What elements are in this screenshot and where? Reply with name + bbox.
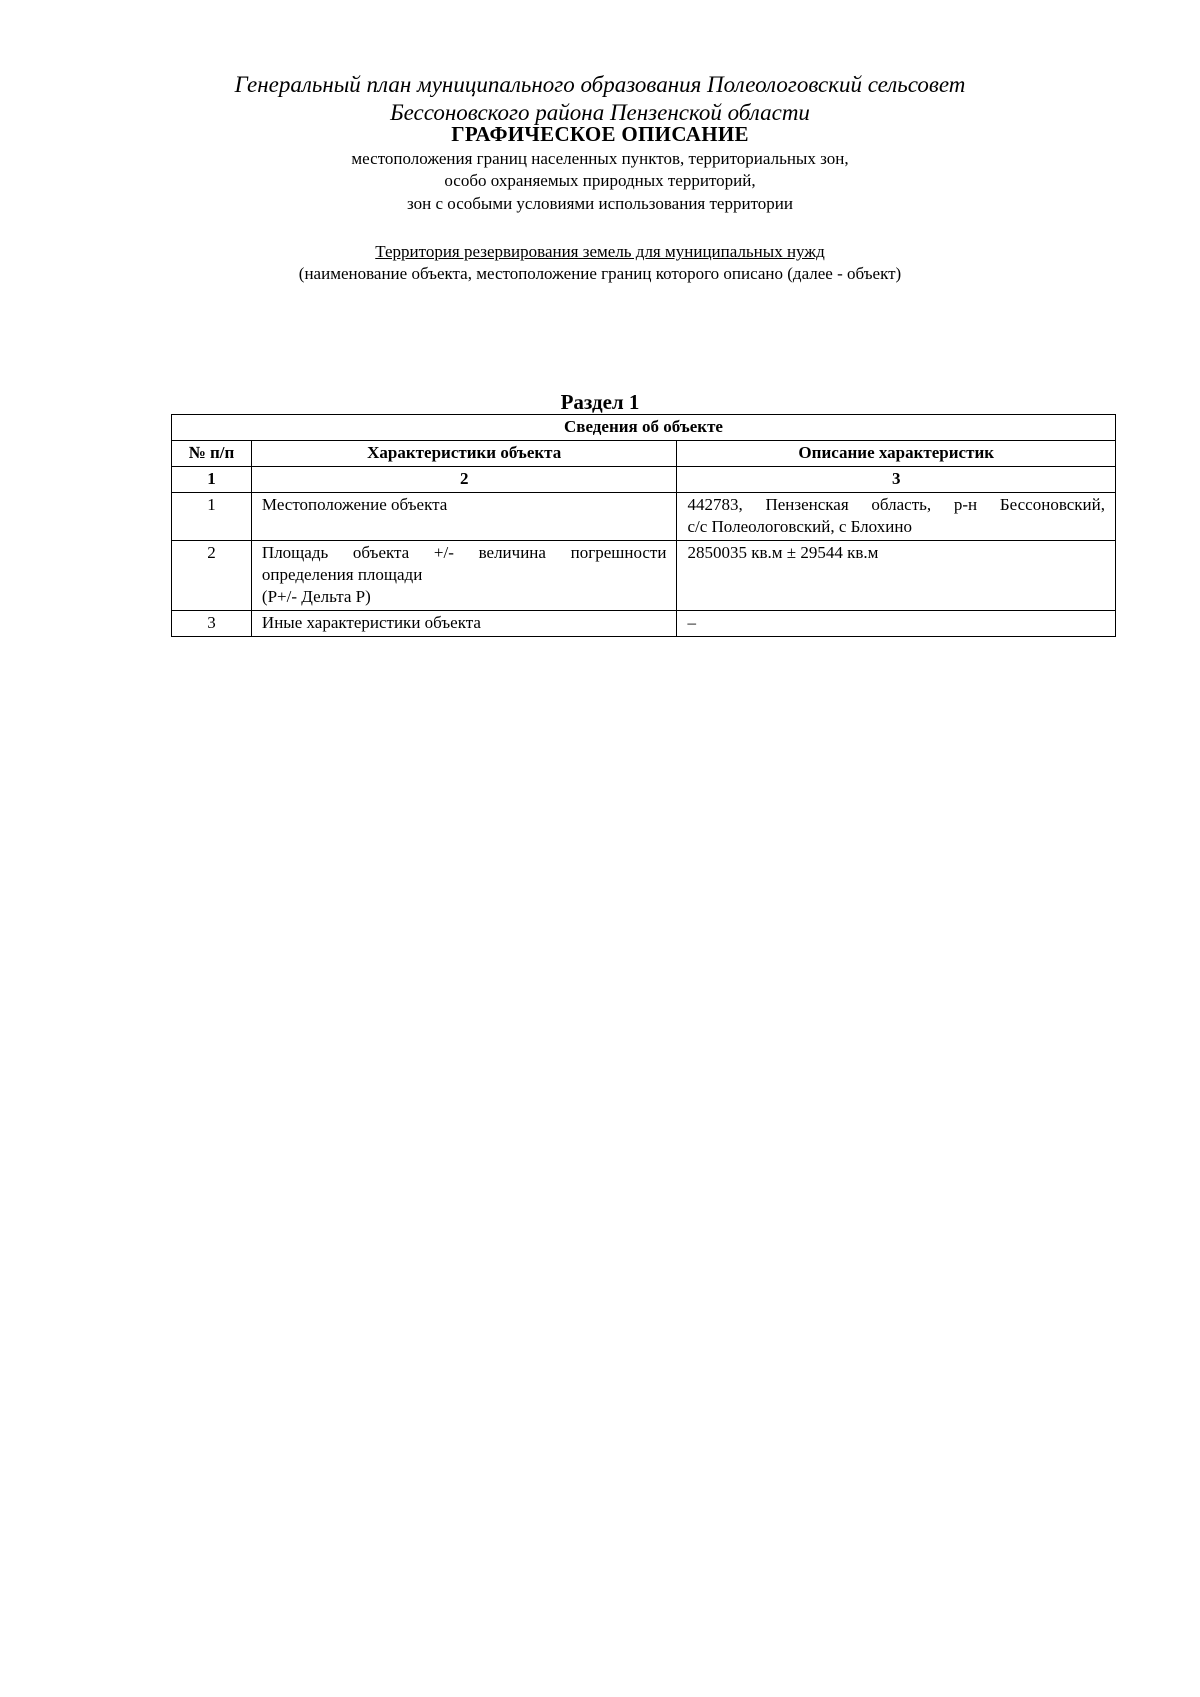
section-heading: Раздел 1 xyxy=(560,390,640,414)
table-column-numbers-row xyxy=(172,467,1116,493)
column-number-2: 2 xyxy=(251,467,677,493)
table-row xyxy=(172,611,1116,637)
characteristic-line: Площадь объекта +/- величина погрешности xyxy=(261,543,667,562)
column-header-characteristic: Характеристики объекта xyxy=(251,441,677,467)
row-description xyxy=(677,493,1116,541)
column-number-3: 3 xyxy=(677,467,1116,493)
document-header-line-2: Бессоновского района Пензенской области xyxy=(390,100,810,125)
row-number: 1 xyxy=(172,493,252,541)
row-number: 2 xyxy=(172,541,252,611)
table-row xyxy=(172,541,1116,611)
description-line: 2850035 кв.м ± 29544 кв.м xyxy=(687,543,879,562)
characteristic-line: Местоположение объекта xyxy=(261,495,448,514)
row-characteristic xyxy=(251,611,677,637)
description-line: – xyxy=(687,613,696,632)
column-header-num: № п/п xyxy=(172,441,252,467)
row-description xyxy=(677,541,1116,611)
row-number: 3 xyxy=(172,611,252,637)
column-number-1: 1 xyxy=(172,467,252,493)
object-info-table xyxy=(171,414,1116,637)
characteristic-line: определения площади xyxy=(261,565,423,584)
characteristic-line: Иные характеристики объекта xyxy=(261,613,481,632)
row-characteristic xyxy=(251,541,677,611)
document-title: ГРАФИЧЕСКОЕ ОПИСАНИЕ xyxy=(451,122,749,146)
table-caption-row xyxy=(172,415,1116,441)
table-caption: Сведения об объекте xyxy=(172,415,1116,441)
subtitle-line-3: зон с особыми условиями использования территории xyxy=(407,194,793,213)
characteristic-line: (Р+/- Дельта Р) xyxy=(261,587,371,606)
description-line: с/с Полеологовский, с Блохино xyxy=(687,517,912,536)
object-name xyxy=(0,241,1200,263)
table-header-row xyxy=(172,441,1116,467)
description-line: 442783, Пензенская область, р-н Бессоновский, xyxy=(687,495,1105,514)
row-characteristic xyxy=(251,493,677,541)
table-row xyxy=(172,493,1116,541)
subtitle-line-2: особо охраняемых природных территорий, xyxy=(444,171,756,190)
document-header-line-1: Генеральный план муниципального образования Полеологовский сельсовет xyxy=(234,72,966,97)
subtitle-line-1: местоположения границ населенных пунктов, территориальных зон, xyxy=(351,149,849,168)
object-name-text: Территория резервирования земель для муниципальных нужд xyxy=(375,242,825,261)
column-header-description: Описание характеристик xyxy=(677,441,1116,467)
row-description xyxy=(677,611,1116,637)
object-name-caption: (наименование объекта, местоположение границ которого описано (далее - объект) xyxy=(298,264,902,283)
